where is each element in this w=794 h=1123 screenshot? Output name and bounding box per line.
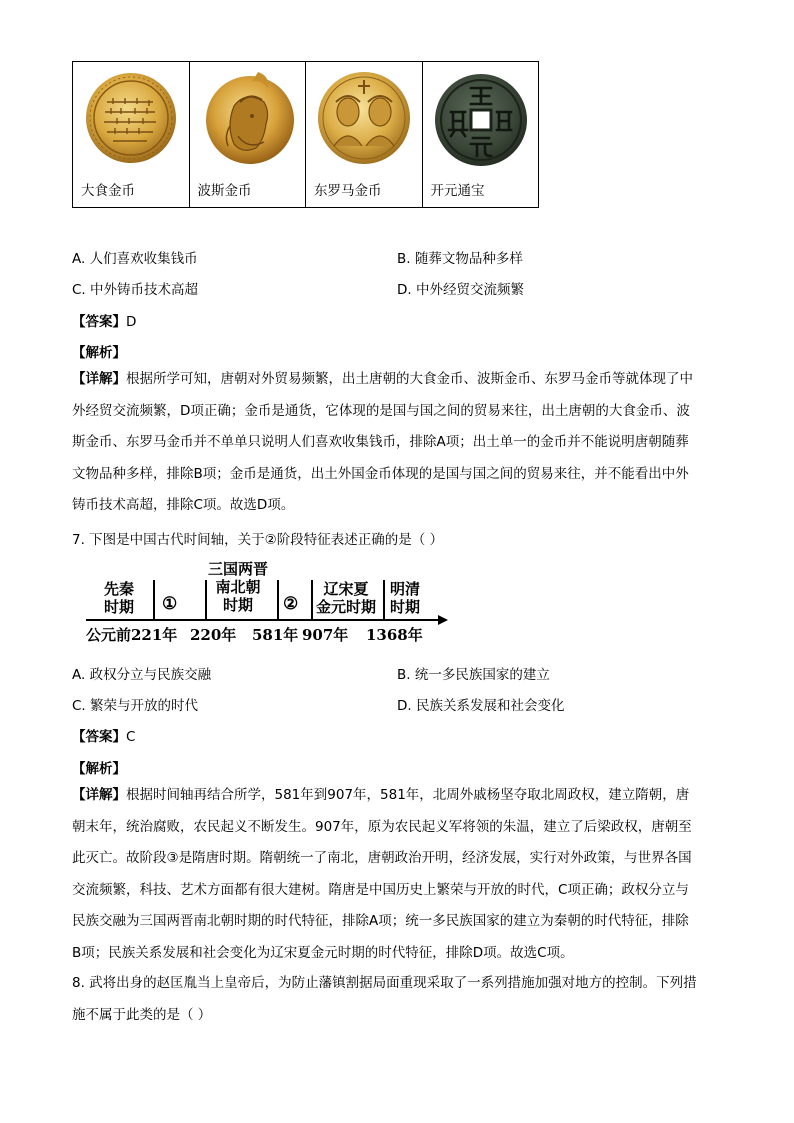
q7-option-c: C. 繁荣与开放的时代 [72,698,199,714]
detail-line: 铸币技术高超，排除C项。故选D项。 [72,497,295,513]
q7-analysis-tag: 【解析】 [72,761,126,777]
detail-line: 外经贸交流频繁，D项正确；金币是通货，它体现的是国与国之间的贸易来往，出土唐朝的大食金币、波 [72,402,690,419]
timeline-period-4: 明清 时期 [390,580,421,616]
coin-label: 波斯金币 [197,183,252,199]
answer-tag: 【答案】 [72,729,126,745]
coin-cell-byzantine [306,62,423,207]
detail-line: 交流频繁，科技、艺术方面都有很大建树。隋唐是中国历史上繁荣与开放的时代，C项正确；政权分立与 [72,881,689,898]
detail-line: 斯金币、东罗马金币并不单单只说明人们喜欢收集钱币，排除A项；出土单一的金币并不能说明唐朝随葬 [72,434,689,450]
detail-line: 【详解】根据所学可知，唐朝对外贸易频繁，出土唐朝的大食金币、波斯金币、东罗马金币等就体现了中 [72,371,693,387]
timeline-period-1: 先秦 时期 [104,580,135,616]
coin-cell-persia [190,62,307,207]
q6-option-b: B. 随葬文物品种多样 [397,251,523,267]
persian-coin-icon [194,66,302,174]
timeline-circle-2: ② [283,594,299,614]
timeline-figure [86,558,456,644]
timeline-circle-1: ① [162,594,178,614]
detail-line: 民族交融为三国两晋南北朝时期的时代特征，排除A项；统一多民族国家的建立为秦朝的时代特征，排除 [72,913,689,929]
square-hole-bronze-coin-icon [427,66,535,174]
timeline-year: 581年 [252,626,299,644]
q6-detail-paragraph [72,364,724,522]
timeline-year: 907年 [302,626,349,644]
timeline-year: 公元前221年 [86,626,178,644]
q7-stem: 7. 下图是中国古代时间轴，关于②阶段特征表述正确的是（ ） [72,532,444,548]
q6-analysis-tag: 【解析】 [72,345,126,361]
q7-option-a: A. 政权分立与民族交融 [72,667,212,683]
coin-cell-dashi [73,62,190,207]
detail-line: 【详解】根据时间轴再结合所学，581年到907年，581年，北周外戚杨坚夺取北周政权，建立隋朝，唐 [72,787,690,803]
gold-dinar-coin-icon [77,66,185,174]
detail-line: 文物品种多样，排除B项；金币是通货，出土外国金币体现的是国与国之间的贸易来往，并不能看出中外 [72,465,689,482]
coin-cell-kaiyuan [423,62,539,207]
timeline-period-2: 三国两晋 南北朝 时期 [208,560,269,614]
coin-image-table [72,61,539,208]
q8-stem [72,968,724,1031]
q6-option-c: C. 中外铸币技术高超 [72,282,199,298]
detail-line: 此灭亡。故阶段③是隋唐时期。隋朝统一了南北，唐朝政治开明，经济发展，实行对外政策，与世界各国 [72,850,692,866]
coin-label: 开元通宝 [430,183,485,199]
q8-line: 施不属于此类的是（ ） [72,1006,212,1023]
byzantine-coin-icon [310,66,418,174]
timeline-year: 220年 [190,626,237,644]
timeline-arrow-icon [438,615,448,625]
q7-detail-paragraph [72,780,724,969]
q7-option-d: D. 民族关系发展和社会变化 [397,698,565,714]
timeline-period-3: 辽宋夏 金元时期 [316,580,377,616]
answer-value: C [126,729,136,745]
timeline-year: 1368年 [366,626,423,644]
detail-line: 朝末年，统治腐败，农民起义不断发生。907年，原为农民起义军将领的朱温，建立了后梁政权，唐朝至 [72,818,692,835]
detail-tag: 【详解】 [72,371,126,387]
coin-label: 大食金币 [81,183,135,199]
detail-tag: 【详解】 [72,787,126,803]
answer-tag: 【答案】 [72,314,126,330]
q8-line: 8. 武将出身的赵匡胤当上皇帝后，为防止藩镇割据局面重现采取了一系列措施加强对地方的控制。下列措 [72,975,697,991]
q6-answer [72,310,136,330]
q7-option-b: B. 统一多民族国家的建立 [397,667,550,683]
coin-label: 东罗马金币 [314,183,382,199]
answer-value: D [126,314,137,330]
detail-line: B项；民族关系发展和社会变化为辽宋夏金元时期的时代特征，排除D项。故选C项。 [72,944,574,961]
q6-option-d: D. 中外经贸交流频繁 [397,282,524,298]
q6-option-a: A. 人们喜欢收集钱币 [72,251,198,267]
q7-answer [72,725,135,745]
